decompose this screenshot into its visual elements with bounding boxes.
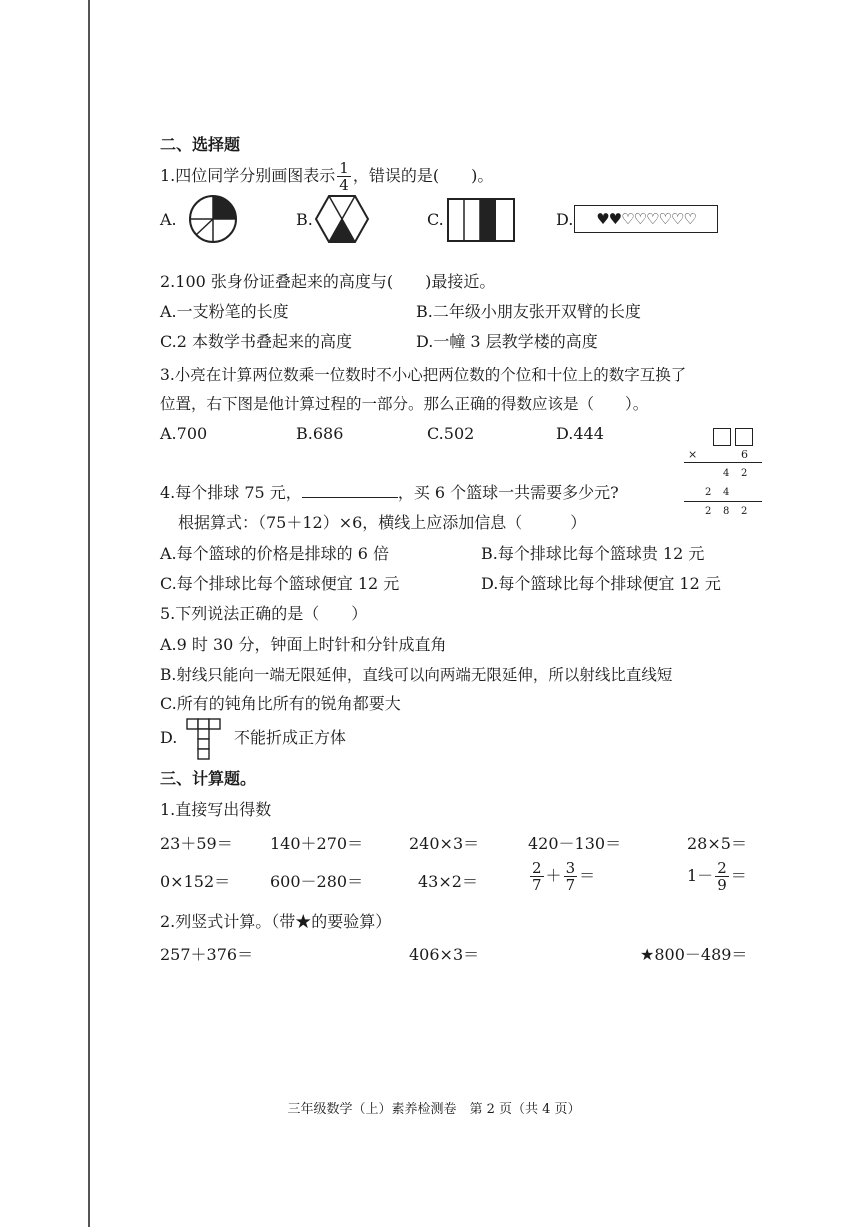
fraction-denominator: 7 [565,876,576,894]
question-4-formula-hint: 根据算式：（75＋12）×6，横线上应添加信息（ ） [178,513,587,532]
fraction-two-sevenths [530,860,544,893]
q4-option-b: B.每个排球比每个篮球贵 12 元 [481,544,705,563]
q1-option-c-rectangle-figure [447,198,515,242]
calc-fraction-sum [528,860,595,893]
q3-option-c: C.502 [427,424,475,443]
q1-option-a-label: A. [160,210,177,229]
q1-option-b-label: B. [296,210,313,229]
calc-row2-item-3: 43×2＝ [418,872,478,891]
q1-option-b-hexagon-figure [314,194,370,244]
fraction-numerator: 1 [339,159,349,177]
q5-option-d-text: 不能折成正方体 [234,728,347,747]
section-title-calculation: 三、计算题。 [160,769,257,788]
equals-sign: ＝ [730,866,747,885]
q1-option-a-circle-figure [186,194,240,244]
calc-multiply-sign: × [688,448,698,461]
q2-option-d: D.一幢 3 层教学楼的高度 [416,332,598,351]
vertical-calc-item-1: 257＋376＝ [160,945,254,964]
calc-row1-item-2: 140＋270＝ [270,834,364,853]
q3-option-b: B.686 [296,424,344,443]
q5-option-a: A.9 时 30 分，钟面上时针和分针成直角 [160,635,447,654]
q5-option-c: C.所有的钝角比所有的锐角都要大 [160,694,401,713]
fraction-three-sevenths [564,860,578,893]
question-5-stem: 5.下列说法正确的是（ ） [160,604,368,623]
q1-option-c-label: C. [427,210,444,229]
one-minus: 1－ [687,866,714,885]
q1-option-d-label: D. [556,210,574,229]
question-1-text: 1.四位同学分别画图表示 [160,166,336,185]
calc-multiplier-digit: 6 [741,448,748,461]
calc-row2-digit-2: 4 [723,487,730,498]
section-title-choice: 二、选择题 [160,135,241,154]
equals-sign: ＝ [579,866,596,885]
calc-fraction-difference [687,860,747,893]
fraction-denominator: 4 [339,176,349,194]
q4-option-a: A.每个篮球的价格是排球的 6 倍 [160,544,389,563]
question-4-text: 4.每个排球 75 元， [160,483,302,502]
question-4-tail: ，买 6 个篮球一共需要多少元? [397,483,619,502]
fraction-numerator: 3 [565,859,576,877]
calc-row1-digit-2: 2 [741,468,748,479]
calc-row1-item-5: 28×5＝ [687,834,747,853]
q2-option-b: B.二年级小朋友张开双臂的长度 [416,302,641,321]
calc-part-1-title: 1.直接写出得数 [160,800,272,819]
calc-result-digit-3: 2 [741,506,748,517]
calc-digit-box-tens [713,428,731,446]
calc-row1-item-4: 420－130＝ [528,834,622,853]
calc-row2-digit-1: 2 [705,487,712,498]
calc-digit-box-ones [735,428,753,446]
q2-option-a: A.一支粉笔的长度 [160,302,289,321]
question-3-stem-line2: 位置，右下图是他计算过程的一部分。那么正确的得数应该是（ ）。 [160,395,649,413]
calc-result-digit-2: 8 [723,506,730,517]
q3-option-d: D.444 [556,424,604,443]
calc-row2-item-1: 0×152＝ [160,872,231,891]
calc-row2-item-2: 600－280＝ [270,872,364,891]
question-1-stem [160,160,493,193]
calc-row1-digit-1: 4 [723,468,730,479]
binding-margin-line [88,0,90,1227]
question-2-stem: 2.100 张身份证叠起来的高度与( )最接近。 [160,272,496,291]
fraction-numerator: 2 [717,859,727,877]
plus-operator: ＋ [545,866,562,885]
q4-fill-blank [302,483,398,498]
fraction-two-ninths [715,860,729,893]
vertical-calc-item-2: 406×3＝ [409,945,480,964]
q3-option-a: A.700 [160,424,208,443]
calc-line-1 [684,462,762,463]
question-1-tail: ，错误的是( )。 [352,166,494,185]
q5-option-d-label: D. [160,728,178,747]
q2-option-c: C.2 本数学书叠起来的高度 [160,332,353,351]
fraction-numerator: 2 [532,859,542,877]
q1-option-d-hearts: ♥♥♡♡♡♡♡♡ [574,205,718,233]
fraction-denominator: 9 [717,876,727,894]
question-3-stem-line1: 3.小亮在计算两位数乘一位数时不小心把两位数的个位和十位上的数字互换了 [160,366,687,384]
calc-row1-item-1: 23＋59＝ [160,834,233,853]
question-4-stem [160,483,619,503]
q4-option-d: D.每个篮球比每个排球便宜 12 元 [481,574,721,593]
fraction-one-quarter [337,160,351,193]
calc-row1-item-3: 240×3＝ [409,834,480,853]
fraction-denominator: 7 [532,876,542,894]
calc-part-2-title: 2.列竖式计算。（带★的要验算） [160,912,392,931]
page-footer: 三年级数学（上）素养检测卷 第 2 页（共 4 页） [287,1102,581,1117]
q5-option-b: B.射线只能向一端无限延伸，直线可以向两端无限延伸，所以射线比直线短 [160,666,673,684]
vertical-calc-item-3: ★800－489＝ [640,945,748,964]
calc-line-2 [684,501,762,502]
calc-result-digit-1: 2 [705,506,712,517]
q4-option-c: C.每个排球比每个篮球便宜 12 元 [160,574,400,593]
q5-cube-net-figure [186,718,222,762]
